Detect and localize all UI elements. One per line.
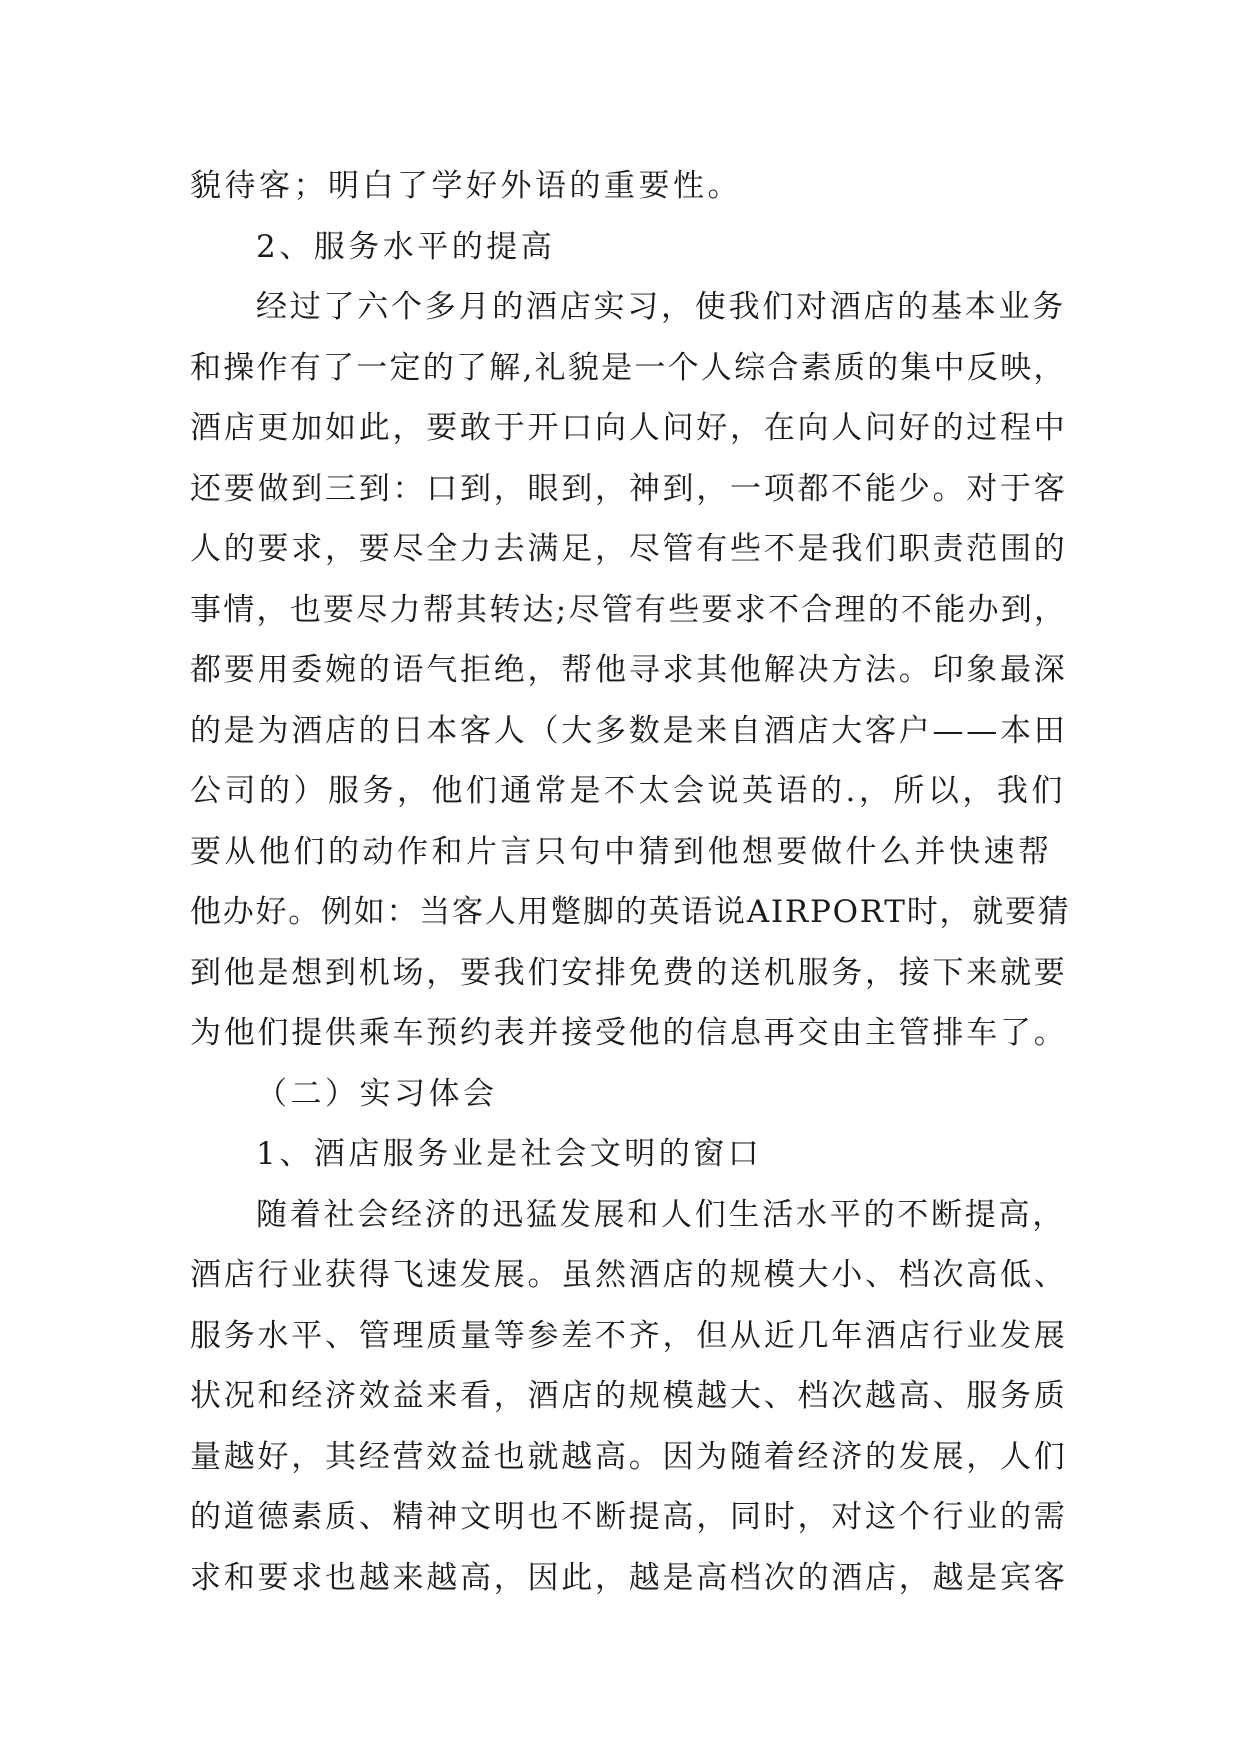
text-line: 1、酒店服务业是社会文明的窗口 [256, 1136, 763, 1172]
text-line: 还要做到三到：口到，眼到，神到，一项都不能少。对于客 [190, 470, 1068, 507]
body-text [190, 156, 1070, 1608]
text-line: 状况和经济效益来看，酒店的规模越大、档次越高、服务质 [190, 1378, 1068, 1414]
text-line: 人的要求，要尽全力去满足，尽管有些不是我们职责范围的 [190, 531, 1068, 567]
text-line: 事情，也要尽力帮其转达;尽管有些要求不合理的不能办到， [190, 591, 1068, 628]
text-line: 到他是想到机场，要我们安排免费的送机服务，接下来就要 [190, 954, 1068, 991]
text-line: 服务水平、管理质量等参差不齐，但从近几年酒店行业发展 [190, 1317, 1068, 1354]
text-line: 为他们提供乘车预约表并接受他的信息再交由主管排车了。 [190, 1015, 1068, 1051]
text-line: 貌待客；明白了学好外语的重要性。 [190, 168, 742, 204]
text-line: 经过了六个多月的酒店实习，使我们对酒店的基本业务 [256, 289, 1066, 325]
text-line: 求和要求也越来越高，因此，越是高档次的酒店，越是宾客 [190, 1559, 1068, 1596]
text-line: 量越好，其经营效益也就越高。因为随着经济的发展，人们 [190, 1438, 1068, 1475]
text-line: （二）实习体会 [256, 1075, 498, 1112]
text-line: 和操作有了一定的了解,礼貌是一个人综合素质的集中反映， [190, 349, 1067, 386]
text-line: 随着社会经济的迅猛发展和人们生活水平的不断提高， [256, 1196, 1066, 1233]
text-line: 要从他们的动作和片言只句中猜到他想要做什么并快速帮 [190, 833, 1053, 870]
text-line: 酒店更加如此，要敢于开口向人问好，在向人问好的过程中 [190, 410, 1068, 446]
text-line: 都要用委婉的语气拒绝，帮他寻求其他解决方法。印象最深 [190, 652, 1068, 688]
text-line: 酒店行业获得飞速发展。虽然酒店的规模大小、档次高低、 [190, 1257, 1068, 1293]
text-line: 的是为酒店的日本客人（大多数是来自酒店大客户——本田 [190, 712, 1068, 749]
text-line: 公司的）服务，他们通常是不太会说英语的.，所以，我们 [190, 773, 1066, 809]
text-line: 他办好。例如：当客人用蹩脚的英语说AIRPORT时，就要猜 [190, 894, 1071, 930]
text-line: 2、服务水平的提高 [256, 228, 556, 265]
text-line: 的道德素质、精神文明也不断提高，同时，对这个行业的需 [190, 1499, 1068, 1535]
